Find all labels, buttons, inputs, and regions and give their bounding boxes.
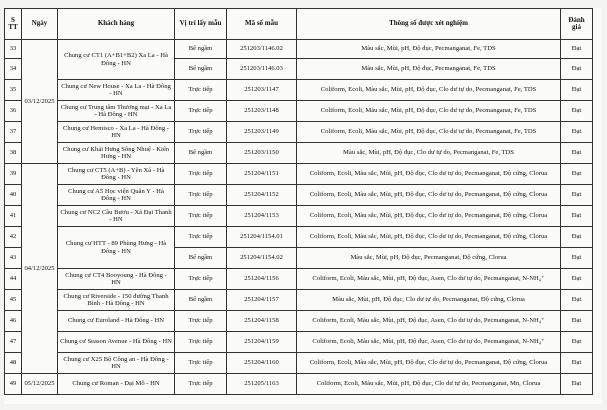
row-result: Đạt [561, 311, 593, 332]
row-location: Trực tiếp [175, 80, 227, 101]
row-sample-code: 251203/1150 [227, 143, 297, 164]
row-params: Màu sắc, Mùi, pH, Độ đục, Pecmanganat, Fe, TDS [297, 40, 561, 59]
row-sample-code: 251204/1159 [227, 332, 297, 353]
row-params: Coliform, Ecoli, Màu sắc, Mùi, pH, Độ đục, Clo dư tự do, Pecmanganat, Độ cứng, Clorua [297, 353, 561, 374]
row-location: Trực tiếp [175, 164, 227, 185]
table-header-row [5, 9, 593, 40]
row-sample-code: 251204/1153 [227, 206, 297, 227]
row-customer: Chung cư Roman - Đại Mỗ - HN [58, 374, 175, 395]
row-result: Đạt [561, 80, 593, 101]
row-result: Đạt [561, 206, 593, 227]
row-sample-code: 251203/1148 [227, 101, 297, 122]
row-customer: Chung cư CT5 (A+B) - Yên Xá - Hà Đông - HN [58, 164, 175, 185]
row-stt: 42 [5, 227, 22, 248]
row-stt: 35 [5, 80, 22, 101]
row-stt: 37 [5, 122, 22, 143]
header-customer: Khách hàng [58, 9, 175, 40]
row-stt: 36 [5, 101, 22, 122]
row-result: Đạt [561, 227, 593, 248]
row-customer: Chung cư HTT - 89 Phùng Hưng - Hà Đông - HN [58, 227, 175, 269]
row-params: Coliform, Ecoli, Màu sắc, Mùi, pH, Độ đục, Clo dư tự do, Pecmanganat, Độ cứng, Clorua [297, 206, 561, 227]
row-params: Coliform, Ecoli, Màu sắc, Mùi, pH, Độ đục, Clo dư tự do, Pecmanganat, Mn, Clorua [297, 374, 561, 395]
row-sample-code: 251203/1149 [227, 122, 297, 143]
row-customer: Chung cư Riverside - 150 đường Thanh Bình - Hà Đông - HN [58, 290, 175, 311]
row-stt: 38 [5, 143, 22, 164]
header-code: Mã số mẫu [227, 9, 297, 40]
row-date: 05/12/2025 [22, 374, 58, 395]
row-stt: 33 [5, 40, 22, 59]
row-location: Trực tiếp [175, 332, 227, 353]
table-row [5, 164, 593, 185]
row-location: Trực tiếp [175, 269, 227, 290]
row-params: Coliform, Ecoli, Màu sắc, Mùi, pH, Độ đục, Clo dư tự do, Pecmanganat, Độ cứng, Clorua [297, 185, 561, 206]
header-location: Vị trí lấy mẫu [175, 9, 227, 40]
header-date: Ngày [22, 9, 58, 40]
table-row [5, 227, 593, 248]
row-stt: 43 [5, 248, 22, 269]
row-sample-code: 251203/1146.02 [227, 40, 297, 59]
row-result: Đạt [561, 353, 593, 374]
row-location: Bể ngầm [175, 248, 227, 269]
header-result: Đánh giá [561, 9, 593, 40]
test-results-table [4, 8, 593, 395]
table-row [5, 80, 593, 101]
row-stt: 34 [5, 59, 22, 80]
row-location: Bể ngầm [175, 290, 227, 311]
table-row [5, 122, 593, 143]
row-sample-code: 251203/1146.03 [227, 59, 297, 80]
row-sample-code: 251204/1154.02 [227, 248, 297, 269]
table-row [5, 374, 593, 395]
row-params: Coliform, Ecoli, Màu sắc, Mùi, pH, Độ đục, Asen, Clo dư tự do, Pecmanganat, N-NH₄⁺ [297, 311, 561, 332]
row-params: Coliform, Ecoli, Màu sắc, Mùi, pH, Độ đục, Clo dư tự do, Pecmanganat, Fe, TDS [297, 122, 561, 143]
document-page [4, 8, 602, 404]
table-row [5, 101, 593, 122]
row-stt: 40 [5, 185, 22, 206]
row-result: Đạt [561, 269, 593, 290]
row-sample-code: 251204/1160 [227, 353, 297, 374]
row-sample-code: 251204/1158 [227, 311, 297, 332]
row-customer: Chung cư Trung tâm Thương mại - Xa La - Hà Đông - HN [58, 101, 175, 122]
row-sample-code: 251204/1151 [227, 164, 297, 185]
row-customer: Chung cư Khải Hưng Sông Nhuệ - Kiến Hưng - HN [58, 143, 175, 164]
row-sample-code: 251204/1156 [227, 269, 297, 290]
row-stt: 49 [5, 374, 22, 395]
row-sample-code: 251205/1163 [227, 374, 297, 395]
row-result: Đạt [561, 164, 593, 185]
row-result: Đạt [561, 185, 593, 206]
row-stt: 47 [5, 332, 22, 353]
table-body [5, 40, 593, 395]
row-stt: 44 [5, 269, 22, 290]
row-stt: 45 [5, 290, 22, 311]
margin-stamp-fragment [596, 158, 607, 248]
row-params: Coliform, Ecoli, Màu sắc, Mùi, pH, Độ đục, Clo dư tự do, Pecmanganat, Fe, TDS [297, 80, 561, 101]
row-customer: Chung cư CT4 Booyoung - Hà Đông - HN [58, 269, 175, 290]
row-result: Đạt [561, 40, 593, 59]
row-result: Đạt [561, 101, 593, 122]
header-stt: S TT [5, 9, 22, 40]
row-result: Đạt [561, 143, 593, 164]
row-params: Coliform, Ecoli, Màu sắc, Mùi, pH, Độ đục, Asen, Clo dư tự do, Pecmanganat, N-NH₄⁺ [297, 269, 561, 290]
table-row [5, 206, 593, 227]
table-row [5, 269, 593, 290]
row-params: Màu sắc, Mùi, pH, Độ đục, Clo dư tự do, Pecmanganat, Fe, TDS [297, 143, 561, 164]
row-location: Bể ngầm [175, 143, 227, 164]
row-params: Màu sắc, Mùi, pH, Độ đục, Clo dư tự do, Pecmanganat, Độ cứng, Clorua [297, 290, 561, 311]
row-sample-code: 251203/1147 [227, 80, 297, 101]
row-customer: Chung cư A5 Học viện Quân Y - Hà Đông - HN [58, 185, 175, 206]
row-location: Trực tiếp [175, 374, 227, 395]
row-location: Trực tiếp [175, 206, 227, 227]
row-params: Coliform, Ecoli, Màu sắc, Mùi, pH, Độ đục, Clo dư tự do, Pecmanganat, Fe, TDS [297, 101, 561, 122]
row-params: Coliform, Ecoli, Màu sắc, Mùi, pH, Độ đục, Clo dư tự do, Pecmanganat, Độ cứng, Clorua [297, 164, 561, 185]
table-row [5, 290, 593, 311]
table-row [5, 143, 593, 164]
row-location: Trực tiếp [175, 185, 227, 206]
row-location: Bể ngầm [175, 59, 227, 80]
row-result: Đạt [561, 248, 593, 269]
row-sample-code: 251204/1154.01 [227, 227, 297, 248]
row-customer: Chung cư Euroland - Hà Đông - HN [58, 311, 175, 332]
row-sample-code: 251204/1157 [227, 290, 297, 311]
row-result: Đạt [561, 290, 593, 311]
table-row [5, 353, 593, 374]
row-location: Trực tiếp [175, 353, 227, 374]
row-customer: Chung cư NC2 Cầu Bươu - Xã Đại Thanh - HN [58, 206, 175, 227]
row-customer: Chung cư X25 Bộ Công an - Hà Đông - HN [58, 353, 175, 374]
row-customer: Chung cư CT1 (A+B1+B2) Xa La - Hà Đông - HN [58, 40, 175, 80]
row-customer: Chung cư Hemisco - Xa La - Hà Đông - HN [58, 122, 175, 143]
header-params: Thông số được xét nghiệm [297, 9, 561, 40]
row-date: 03/12/2025 [22, 40, 58, 164]
row-stt: 39 [5, 164, 22, 185]
row-sample-code: 251204/1152 [227, 185, 297, 206]
row-location: Trực tiếp [175, 122, 227, 143]
row-stt: 46 [5, 311, 22, 332]
row-params: Coliform, Ecoli, Màu sắc, Mùi, pH, Độ đục, Asen, Clo dư tự do, Pecmanganat, N-NH₄⁺ [297, 332, 561, 353]
row-customer: Chung cư New House - Xa La - Hà Đông - HN [58, 80, 175, 101]
row-result: Đạt [561, 374, 593, 395]
row-location: Trực tiếp [175, 101, 227, 122]
row-location: Trực tiếp [175, 227, 227, 248]
row-date: 04/12/2025 [22, 164, 58, 374]
table-row [5, 185, 593, 206]
row-stt: 41 [5, 206, 22, 227]
row-stt: 48 [5, 353, 22, 374]
row-result: Đạt [561, 122, 593, 143]
row-customer: Chung cư Season Avenue - Hà Đông - HN [58, 332, 175, 353]
row-params: Coliform, Ecoli, Màu sắc, Mùi, pH, Độ đục, Clo dư tự do, Pecmanganat, Độ cứng, Clorua [297, 227, 561, 248]
row-result: Đạt [561, 332, 593, 353]
row-location: Bể ngầm [175, 40, 227, 59]
row-params: Màu sắc, Mùi, pH, Độ đục, Pecmanganat, Độ cứng, Clorua [297, 248, 561, 269]
table-row [5, 311, 593, 332]
row-result: Đạt [561, 59, 593, 80]
table-row [5, 40, 593, 59]
row-location: Trực tiếp [175, 311, 227, 332]
table-row [5, 332, 593, 353]
row-params: Màu sắc, Mùi, pH, Độ đục, Pecmanganat, Fe, TDS [297, 59, 561, 80]
